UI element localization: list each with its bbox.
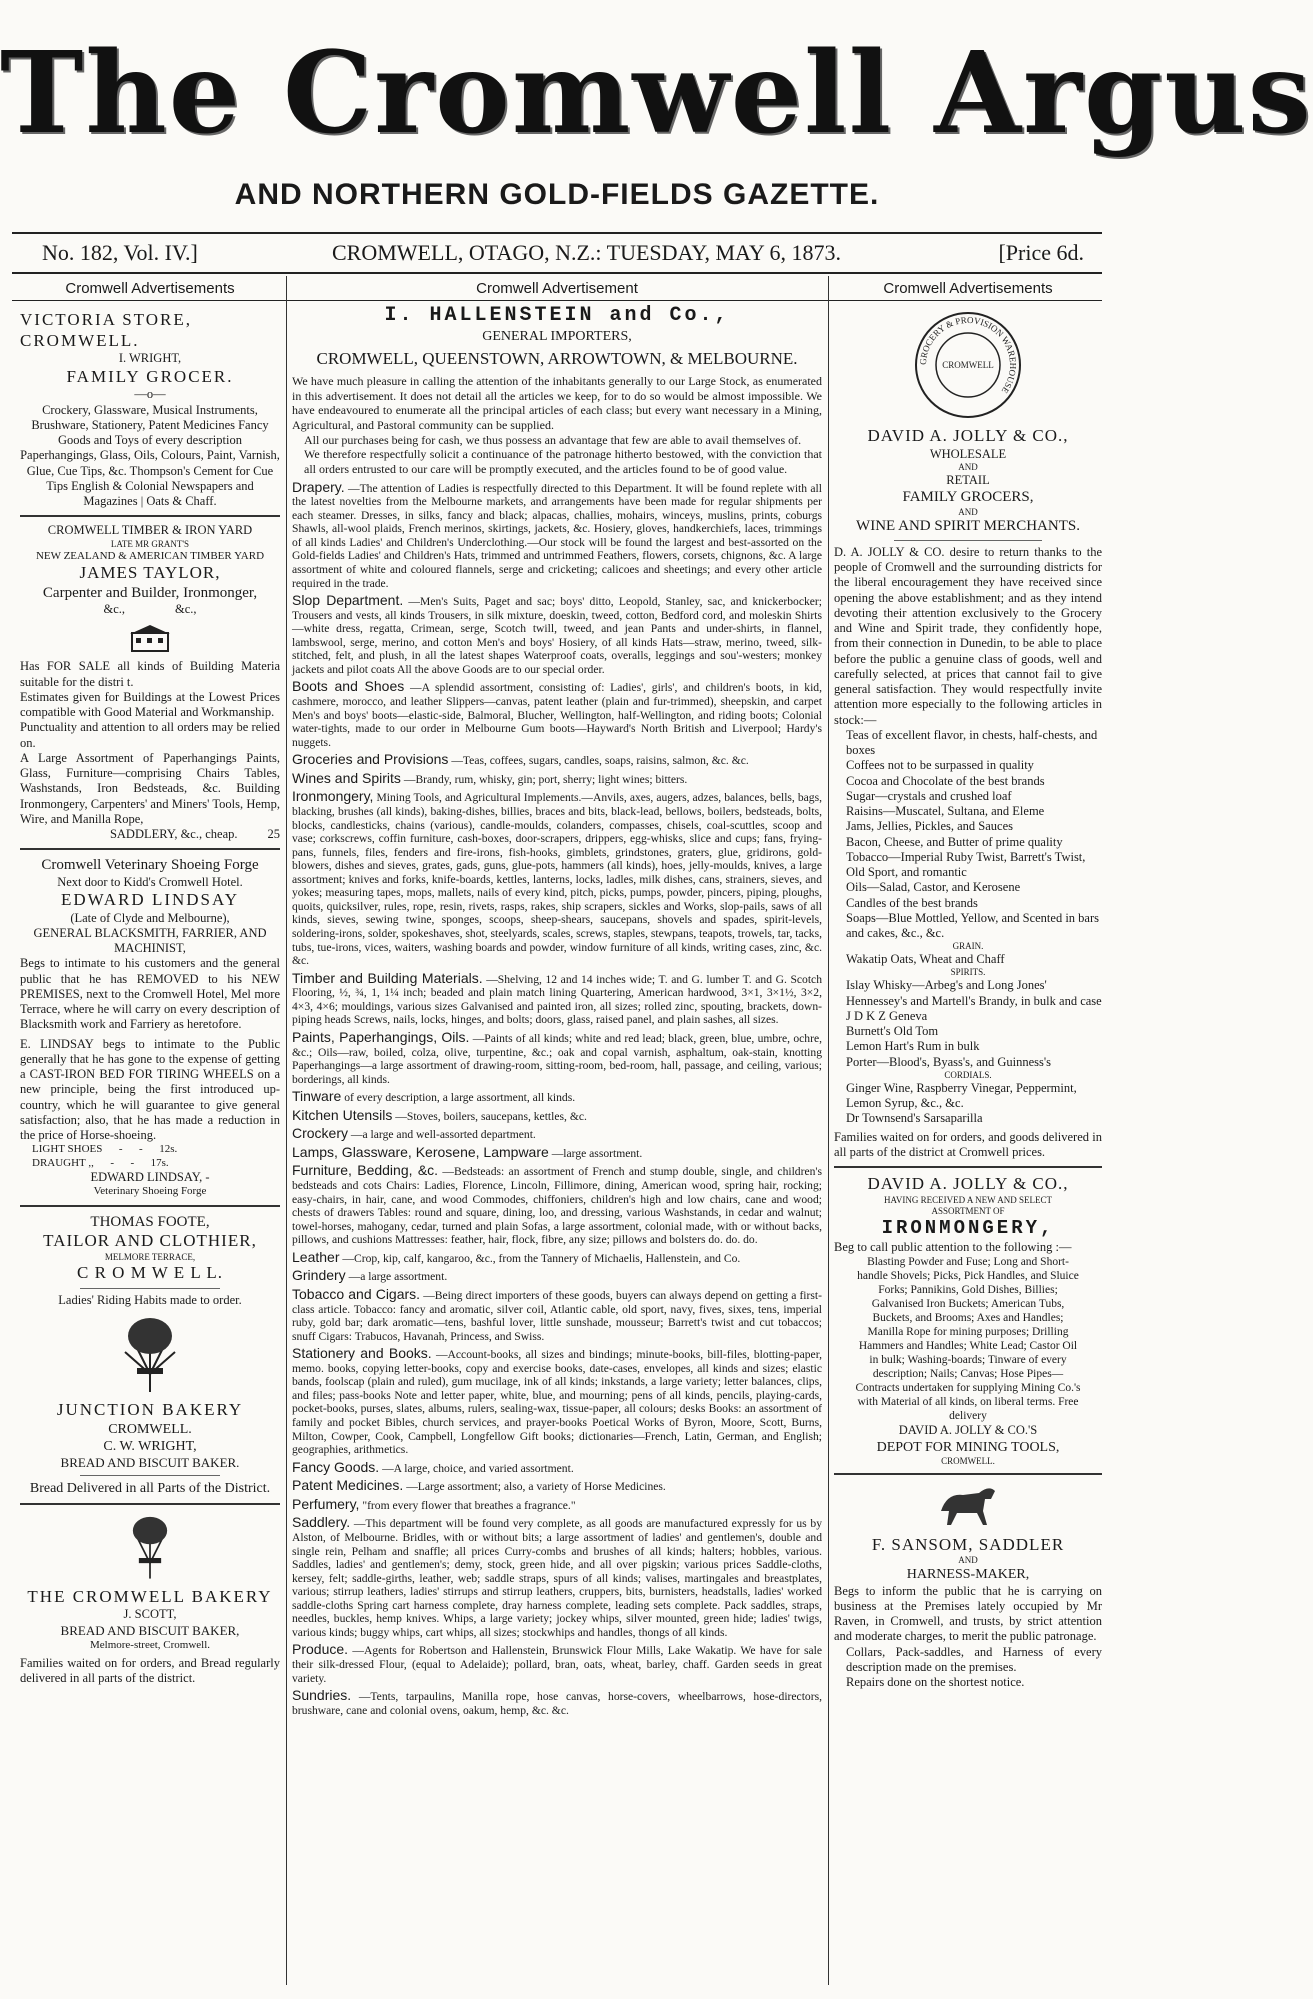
ad-intro: We have much pleasure in calling the attention of the inhabitants generally to our Large Stock, as enumerated in this advertisement. It does not detail all the articles we keep, for to do so would be almost impossible. We have endeavoured to enumerate all the principal articles of each class; but every want necessary in a Mining, Agricultural, and Pastoral community can be supplied. xyxy=(292,374,822,433)
ad-conj: AND xyxy=(958,461,978,472)
section-heading: Fancy Goods. xyxy=(292,1458,380,1475)
ad-places: CROMWELL, QUEENSTOWN, ARROWTOWN, & MELBOURNE. xyxy=(316,349,798,369)
tailor-ad xyxy=(20,1213,280,1308)
ad-conj: AND xyxy=(958,1555,978,1566)
section-text: —A splendid assortment, consisting of: Ladies', girls', and children's boots, in kid, cashmere, morocco, and leather Slippers—canvas, patent leather (plain and fur-trimmed), sheepskin, and carpet Men's and boys' boots—elastic-side, Balmoral, Blucher, Wellington, half-Wellington, and riding boots; Colonial water-tights, made to our order in Melbourne Gum boots—Hayward's North British and Liverpool; Hardy's nuggets. xyxy=(292,681,823,749)
ad-town: CROMWELL. xyxy=(941,1455,995,1466)
goods-section xyxy=(292,1459,822,1476)
section-text: —Tents, tarpaulins, Manilla rope, hose canvas, horse-covers, wheelbarrows, hose-directors, brushware, cane and colonial ovens, oakum, hemp, &c. &c. xyxy=(292,1690,822,1717)
ad-address: MELMORE TERRACE, xyxy=(104,1251,196,1262)
ad-owner: EDWARD LINDSAY xyxy=(60,889,239,909)
timber-yard-ad xyxy=(20,523,280,842)
seal-ring-text: GROCERY & PROVISION WAREHOUSE xyxy=(917,314,1019,396)
goods-section xyxy=(292,592,822,676)
ad-body: Estimates given for Buildings at the Lowest Prices compatible with Good Material and Workmanship. xyxy=(20,689,280,720)
section-text: —The attention of Ladies is respectfully directed to this Department. It will be found replete with all the latest novelties from the Melbourne markets, and arrangements have been made for regular shipments per each steamer. Dresses, in silks, fancy and black; alpacas, challies, mohairs, winceys, muslins, prints, coburgs Shawls, all-wool plaids, French merinos, skirtings, jackets, &c. Hosiery, gloves, handkerchiefs, laces, trimmings of all kinds Ladies' and Children's Underclothing.—Our stock will be found the largest and best-assorted on the Gold-fields Ladies' and Children's Hats, trimmed and untrimmed Feathers, flowers, corsets, chignons, &c. A large assortment of white and coloured flannels, serge and cricketing; calicoes and sheetings; and every other article required in the trade. xyxy=(292,481,822,590)
column-header-center: Cromwell Advertisement xyxy=(476,280,638,297)
goods-list xyxy=(834,978,1102,1070)
ad-body: Begs to intimate to his customers and the general public that he has REMOVED to his NEW PREMISES, next to the Cromwell Hotel, Mel more Terrace, where he will carry on every description of Blacksmith work and Farriery as heretofore. xyxy=(20,956,280,1032)
ad-trade: TAILOR AND CLOTHIER, xyxy=(43,1231,257,1251)
ad-town: C R O M W E L L. xyxy=(76,1262,224,1282)
shoeing-forge-ad xyxy=(20,856,280,1199)
ad-heading: IRONMONGERY, xyxy=(881,1216,1055,1239)
ad-town: CROMWELL. xyxy=(108,1421,192,1437)
ad-owner: DAVID A. JOLLY & CO., xyxy=(867,426,1069,445)
ad-trade: BREAD AND BISCUIT BAKER. xyxy=(60,1454,240,1470)
ad-intro: We therefore respectfully solicit a continuance of the patronage hitherto bestowed, with the conviction that all orders entrusted to our care will be promptly executed, and the articles found to be of good value. xyxy=(304,447,822,476)
section-text: "from every flower that breathes a fragrance." xyxy=(362,1498,576,1512)
goods-section xyxy=(292,1514,822,1639)
list-item: Teas of excellent flavor, in chests, half-chests, and boxes xyxy=(846,727,1098,758)
junction-bakery-ad xyxy=(20,1400,280,1497)
ad-subheading: Next door to Kidd's Cromwell Hotel. xyxy=(57,874,243,889)
section-heading: Stationery and Books. xyxy=(292,1345,432,1362)
section-text: —large assortment. xyxy=(551,1146,643,1160)
goods-section xyxy=(292,1687,822,1717)
ad-owner: DAVID A. JOLLY & CO., xyxy=(867,1174,1069,1194)
newspaper-subtitle: AND NORTHERN GOLD-FIELDS GAZETTE. xyxy=(234,178,880,211)
section-heading: Drapery. xyxy=(292,478,345,495)
ad-signature: Veterinary Shoeing Forge xyxy=(93,1185,207,1198)
list-item: Ginger Wine, Raspberry Vinegar, Peppermint, Lemon Syrup, &c., &c. xyxy=(846,1080,1077,1111)
column-divider xyxy=(286,276,287,1985)
ad-trade: FAMILY GROCER. xyxy=(66,366,234,386)
section-heading: Tobacco and Cigars. xyxy=(292,1285,421,1302)
ad-owner: J. SCOTT, xyxy=(123,1607,177,1622)
ad-heading: I. HALLENSTEIN and Co., xyxy=(384,304,730,327)
list-item: Hennessey's and Martell's Brandy, in bulk and case xyxy=(846,993,1102,1008)
section-heading: Kitchen Utensils xyxy=(292,1106,393,1123)
section-heading: Groceries and Provisions xyxy=(292,751,449,768)
goods-section xyxy=(292,751,822,768)
ad-heading: JUNCTION BAKERY xyxy=(56,1399,244,1419)
ad-subheading: HAVING RECEIVED A NEW AND SELECT xyxy=(884,1194,1052,1205)
ad-trade: FAMILY GROCERS, xyxy=(902,489,1034,506)
price-line: DRAUGHT ,, - - 17s. xyxy=(32,1156,169,1169)
ad-trade: DEPOT FOR MINING TOOLS, xyxy=(876,1439,1060,1455)
column-header-left: Cromwell Advertisements xyxy=(65,280,235,297)
goods-section xyxy=(292,1345,822,1457)
list-item: Cocoa and Chocolate of the best brands xyxy=(846,773,1045,788)
newspaper-title: The Cromwell Argus xyxy=(0,28,1313,159)
ad-subheading: GENERAL IMPORTERS, xyxy=(482,329,632,345)
victoria-store-ad xyxy=(20,310,280,509)
section-text: —Shelving, 12 and 14 inches wide; T. and G. lumber T. and G. Scotch Flooring, ½, ¾, 1, 1¼ inch; beaded and plain match lining Quartering, American hardwood, 3×1, 3×1½, 3×2, 4×3, 4×6; mouldings, various sizes Galvanised and painted iron, all sizes; rolled zinc, spouting, brackets, down-piping heads Screws, nails, locks, hinges, and bolts; doors, glass, raised panel, and plain sashes, all sizes. xyxy=(292,972,823,1027)
goods-section xyxy=(292,1496,822,1513)
goods-section xyxy=(292,1107,822,1124)
section-heading: Produce. xyxy=(292,1641,349,1658)
ad-subheading: ASSORTMENT OF xyxy=(931,1205,1005,1216)
dateline-rule xyxy=(12,272,1102,274)
dateline xyxy=(30,236,1084,270)
ad-heading: CROMWELL TIMBER & IRON YARD xyxy=(47,523,253,538)
section-heading: Slop Department. xyxy=(292,592,404,609)
column-divider xyxy=(828,276,829,1985)
ad-body: Begs to inform the public that he is carrying on business at the Premises lately occupied by Mr Raven, in Cromwell, and trusts, by strict attention and moderate charges, to merit the public patronage. xyxy=(834,1583,1102,1644)
list-item: Sugar—crystals and crushed loaf xyxy=(846,788,1012,803)
ad-body: Beg to call public attention to the following :— xyxy=(834,1240,1072,1255)
issue-number: No. 182, Vol. IV.] xyxy=(42,240,198,265)
list-item: Jams, Jellies, Pickles, and Sauces xyxy=(846,819,1013,834)
list-item: Burnett's Old Tom xyxy=(846,1024,939,1039)
jolly-ironmongery-ad xyxy=(834,1174,1102,1467)
ad-subheading: (Late of Clyde and Melbourne), xyxy=(70,910,230,925)
goods-section xyxy=(292,1286,822,1343)
wheatsheaf-illustration xyxy=(20,1511,280,1581)
section-text: —a large and well-assorted department. xyxy=(350,1128,536,1142)
warehouse-seal xyxy=(834,310,1102,420)
goods-section xyxy=(292,1477,822,1494)
ad-conj: AND xyxy=(958,506,978,517)
section-heading: Timber and Building Materials. xyxy=(292,969,483,986)
section-heading: Lamps, Glassware, Kerosene, Lampware xyxy=(292,1143,549,1160)
list-item: Lemon Hart's Rum in bulk xyxy=(846,1039,980,1054)
section-text: —Teas, coffees, sugars, candles, soaps, raisins, salmon, &c. &c. xyxy=(451,754,749,768)
section-heading: Grindery xyxy=(292,1267,346,1284)
list-item: J D K Z Geneva xyxy=(846,1008,928,1023)
ad-body: Collars, Pack-saddles, and Harness of every description made on the premises. xyxy=(846,1644,1102,1674)
ad-etc: &c., &c., xyxy=(103,602,197,617)
ad-trade: WHOLESALE xyxy=(929,446,1007,461)
ad-trade: HARNESS-MAKER, xyxy=(906,1567,1030,1583)
section-text: —Brandy, rum, whisky, gin; port, sherry; light wines; bitters. xyxy=(403,772,688,786)
horse-illustration xyxy=(834,1481,1102,1529)
goods-section xyxy=(292,1267,822,1284)
place-and-date: CROMWELL, OTAGO, N.Z.: TUESDAY, MAY 6, 1873. xyxy=(332,240,841,265)
goods-section xyxy=(292,1125,822,1142)
price-line: LIGHT SHOES - - 12s. xyxy=(32,1143,178,1156)
ad-body: Blasting Powder and Fuse; Long and Short-handle Shovels; Picks, Pick Handles, and Sluice Forks; Pannikins, Gold Dishes, Billies; Galvanised Iron Buckets; American Tubs, Buckets, and Brooms; Axes and Handles; Manilla Rope for mining purposes; Drilling Hammers and Handles; White Lead; Castor Oil in bulk; Washing-boards; Tinware of every description; Nails; Canvas; Hose Pipes—Contracts undertaken for supplying Mining Co.'s with Material of all kinds, on liberal terms. Free delivery xyxy=(855,1256,1081,1423)
list-item: Coffees not to be surpassed in quality xyxy=(846,758,1034,773)
goods-section xyxy=(292,770,822,787)
ad-trade: RETAIL xyxy=(946,472,990,487)
ad-trade: WINE AND SPIRIT MERCHANTS. xyxy=(856,518,1080,535)
list-item: Islay Whisky—Arbeg's and Long Jones' xyxy=(846,978,1047,993)
section-text: —Bedsteads: an assortment of French and stump double, single, and children's bedsteads and cots Chairs: Ladies, Florence, Lincoln, Fillimore, dining, American wood, spring hair, rocking; easy-chairs, in hair, cane, and wood Commodes, chiffoniers, children's high and low chairs, cane and wood; chests of drawers Tables: round and square, dining, loo, and dressing, various Washstands, in cedar and walnut; towel-horses, mahogany, cedar, turned and plain Sofas, a large assortment, colonial made, with or without backs, pillows, and cushions Mattresses: feather, hair, flock, fibre, any size; pillows and bolsters do. do. do. xyxy=(292,1165,823,1247)
jolly-grocers-ad xyxy=(834,426,1102,1160)
ad-address: Melmore-street, Cromwell. xyxy=(89,1638,211,1651)
section-heading: Crockery xyxy=(292,1125,349,1142)
section-heading: Tinware xyxy=(292,1088,342,1105)
list-heading: CORDIALS. xyxy=(944,1069,992,1080)
left-column xyxy=(20,304,280,1984)
center-column xyxy=(292,304,822,1984)
ad-body: Ladies' Riding Habits made to order. xyxy=(58,1292,242,1307)
ad-heading: VICTORIA STORE, CROMWELL. xyxy=(20,310,193,350)
ad-ornament: —o— xyxy=(134,387,166,402)
ad-body: Has FOR SALE all kinds of Building Materia suitable for the distri t. xyxy=(20,659,280,689)
goods-section xyxy=(292,678,822,749)
section-heading: Sundries. xyxy=(292,1687,352,1704)
list-heading: SPIRITS. xyxy=(950,967,986,978)
ad-body: Families waited on for orders, and Bread regularly delivered in all parts of the district. xyxy=(20,1655,280,1686)
ad-heading: Cromwell Veterinary Shoeing Forge xyxy=(41,857,259,874)
goods-section xyxy=(292,1088,822,1105)
ad-body: Families waited on for orders, and goods delivered in all parts of the district at Cromwell prices. xyxy=(834,1129,1102,1159)
ad-body: Punctuality and attention to all orders may be relied on. xyxy=(20,720,280,750)
section-text: of every description, a large assortment, all kinds. xyxy=(344,1091,576,1105)
section-heading: Ironmongery, xyxy=(292,788,374,805)
goods-section xyxy=(292,1144,822,1161)
section-text: —Crop, kip, calf, kangaroo, &c., from the Tannery of Michaelis, Hallenstein, and Co. xyxy=(342,1251,741,1265)
goods-list xyxy=(834,728,1102,942)
header-rule xyxy=(12,300,1102,301)
goods-section xyxy=(292,1162,822,1246)
list-item: Soaps—Blue Mottled, Yellow, and Scented in bars and cakes, &c., &c. xyxy=(846,910,1099,941)
goods-section xyxy=(292,1029,822,1086)
section-text: —Paints of all kinds; white and red lead; black, green, blue, umbre, ochre, &c.; Oils—raw, boiled, colza, olive, turpentine, &c.; oak and copal varnish, asphaltum, oak-stain, knotting Paperhangings—a large assortment of drawing-room, sitting-room, bed-room, hall, passage, and ceiling, various; borderings, all kinds. xyxy=(292,1031,822,1086)
list-item: Oils—Salad, Castor, and Kerosene xyxy=(846,880,1021,895)
section-heading: Perfumery, xyxy=(292,1495,360,1512)
section-heading: Paints, Paperhangings, Oils. xyxy=(292,1028,470,1045)
list-item: Candles of the best brands xyxy=(846,895,978,910)
list-item: Raisins—Muscatel, Sultana, and Eleme xyxy=(846,804,1045,819)
saddler-ad xyxy=(834,1535,1102,1691)
column-header-right: Cromwell Advertisements xyxy=(883,280,1053,297)
ad-body: Bread Delivered in all Parts of the District. xyxy=(29,1480,271,1496)
section-text: —a large assortment. xyxy=(348,1270,448,1284)
ad-body: D. A. JOLLY & CO. desire to return thanks to the people of Cromwell and the surrounding districts for the liberal encouragement they have received since opening the above establishment; and as they intend devoting their attention exclusively to the Grocery and Wine and Spirit trade, they confidently hope, from their connection in Dunedin, to be able to place before the public a genuine class of goods, well and carefully selected, at prices that cannot fail to give general satisfaction. They would respectfully invite attention more especially to the following articles in stock:— xyxy=(834,544,1102,727)
ad-body: A Large Assortment of Paperhangings Paints, Glass, Furniture—comprising Chairs Tables, Washstands, Iron Bedsteads, &c. Building Ironmongery, Carpenters' and Miners' Tools, Hemp, Wire, and Manilla Rope, xyxy=(20,750,280,826)
cromwell-bakery-ad xyxy=(20,1587,280,1687)
goods-section xyxy=(292,1641,822,1685)
section-heading: Saddlery. xyxy=(292,1514,351,1531)
list-item: Wakatip Oats, Wheat and Chaff xyxy=(846,952,1005,967)
ad-trade: Carpenter and Builder, Ironmonger, xyxy=(42,584,258,601)
goods-sections xyxy=(292,479,822,1718)
section-text: Mining Tools, and Agricultural Implements.—Anvils, axes, augers, adzes, balances, bells, bags, blacking, brushes (all kinds), baking-dishes, billies, braces and bits, black-lead, bellows, boilers, bedsteads, bolts, blocks, candlesticks, chains (various), candle-moulds, colanders, compasses, chisels, coal-scuttles, scoop and vase; corkscrews, coffin furniture, cash-boxes, door-scrapers, drippers, egg-whisks, slice and cups; fans, frying-pans, funnels, files, fenders and fire-irons, fish-hooks, gimblets, grindstones, graters, glue, gridirons, gold-blowers, dishes and sieves, grates, gads, guns, glue-pots, hammers (all kinds), hoes, jelly-moulds, knives, a large assortment; knives and forks, knife-boards, kettles, lanterns, locks, ladles, milk dishes, cans, strainers, sieves, and yokes; measuring tapes, mops, mallets, nails of every kind, pitch, picks, pumps, powder, pincers, piping, ploughs, quoits, quicksilver, rules, rope, resin, rivets, rasps, rakes, ship scrapers, sickles and Works, slop-pails, saws of all kinds, sieves, sewing twine, sponges, scoops, sheep-shears, saucepans, shovels and spades, spirit-levels, soldering-irons, solder, spokeshaves, shot, steelyards, scales, screws, staples, stewpans, teapots, trowels, tar, tacks, tubs, tue-irons, vices, waiters, washing boards and powder, window furniture of all kinds, writing cases, zinc, &c. &c. xyxy=(292,791,823,968)
ad-trade: GENERAL BLACKSMITH, FARRIER, AND MACHINIST, xyxy=(33,925,267,956)
ad-signature: SADDLERY, &c., cheap. xyxy=(109,827,238,842)
ad-body: E. LINDSAY begs to intimate to the Public generally that he has gone to the expense of getting a CAST-IRON BED FOR TIRING WHEELS on a new principle, being the first introduced up-country, which he will guarantee to give general satisfaction; also, that he has made a reduction in the price of Horse-shoeing. xyxy=(20,1036,280,1143)
section-text: —Men's Suits, Paget and sac; boys' ditto, Leopold, Stanley, sac, and knickerbocker; Trousers and vests, all kinds Trousers, in silk mixture, doeskin, tweed, cotton, Bedford cord, and moleskin Shirts—white dress, regatta, Crimean, serge, Scotch twill, tweed, and jean Pants and under-shirts, in flannel, lambswool, serge, merino, and cotton Men's and boys' Hosiery, of all kinds Hats—straw, merino, tweed, silk-stitched, felt, and plush, in all the latest shapes Waterproof coats, overalls, leggings and sou'-westers; monkey jackets and pilot coats All the above Goods are to our special order. xyxy=(292,595,822,676)
list-item: Porter—Blood's, Byass's, and Guinness's xyxy=(846,1054,1052,1069)
section-heading: Boots and Shoes xyxy=(292,678,405,695)
list-item: Bacon, Cheese, and Butter of prime quality xyxy=(846,834,1063,849)
ad-intro: All our purchases being for cash, we thus possess an advantage that few are able to avail themselves of. xyxy=(304,432,802,447)
section-text: —Account-books, all sizes and bindings; minute-books, bill-files, blotting-paper, memo. books, copying letter-books, copy and exercise books, date-cases, envelopes, all kinds and sizes; elastic bands, foolscap (plain and ruled), gum mucilage, ink of all kinds; inkstands, a large variety; letter balances, clips, and files; pass-books Note and letter paper, white, blue, and mourning; pens of all kinds, pencils, playing-cards, pocket-books, purses, slates, albums, rulers, sealing-wax, tissue-paper, all colours; desks Books: an assortment of family and pocket Bibles, church services, and prayer-books Poetical Works of Byron, Moore, Scott, Burns, Milton, Cowper, Cook, Campbell, Longfellow Gift books; dictionaries—French, Latin, German, and English; geographies, arithmetics. xyxy=(292,1348,822,1457)
ad-body: Crockery, Glassware, Musical Instruments, Brushware, Stationery, Patent Medicines Fancy Goods and Toys of every description Paperhangings, Glass, Oils, Colours, Paint, Varnish, Glue, Cue Tips, &c. Thompson's Cement for Cue Tips English & Colonial Newspapers and Magazines | Oats & Chaff. xyxy=(20,402,280,509)
ad-trade: BREAD AND BISCUIT BAKER, xyxy=(60,1622,240,1638)
ad-number: 25 xyxy=(267,827,280,842)
seal-center-text: CROMWELL xyxy=(942,360,994,370)
ad-subheading: LATE MR GRANT'S xyxy=(110,538,190,549)
ad-body: Repairs done on the shortest notice. xyxy=(846,1675,1025,1690)
section-text: —Stoves, boilers, saucepans, kettles, &c. xyxy=(395,1109,587,1123)
section-heading: Wines and Spirits xyxy=(292,769,401,786)
section-heading: Furniture, Bedding, &c. xyxy=(292,1162,439,1179)
ad-signature: EDWARD LINDSAY, - xyxy=(90,1170,210,1185)
ad-heading: THE CROMWELL BAKERY xyxy=(27,1586,273,1606)
right-column xyxy=(834,304,1102,1984)
goods-section xyxy=(292,970,822,1027)
section-text: —This department will be found very complete, as all goods are manufactured expressly for us by Alston, of Melbourne. Bridles, with or without bits; a large assortment of ladies' and gentlemen's, double and single rein, Pelham and snaffle; all prices Curry-combs and brushes of all kinds; halters; hobbles, various. Saddles, ladies' and gentlemen's; demy, stock, green hide, and all over pigskin; various prices Saddle-cloths, kersey, felt; saddle-girths, leather, web; saddle straps, spurs of all kinds; valises, martingales and breastplates, various; stirrup leathers, ladies' stirrups and stirrup leathers, cruppers, bits, burnisters, headstalls, ladies' worked saddle-cloths Spring cart harness complete, dray harness complete, leading sets complete. Pack saddles, straps, needles, buckles, hemp knives. Whips, a large variety; jockey whips, silver mounted, green hide; ladies' twigs, various kinds; buggy whips, cart whips, all sizes; stockwhips and handles, thongs of all kinds. xyxy=(292,1517,822,1639)
ad-owner: JAMES TAYLOR, xyxy=(79,563,221,583)
goods-list xyxy=(834,952,1102,967)
section-text: —Being direct importers of these goods, buyers can always depend on getting a first-class article. Tobacco: fancy and aromatic, silver coil, Atlantic cable, old sport, navy, fives, sixes, tens, imperial ruby, gold bar; dark aromatic—tens, bashful lover, little sunshade, mousseur; Barrett's twist and cut tobaccos; snuff Cigars: Trabucos, Havanah, Princess, and Swiss. xyxy=(292,1288,822,1343)
list-item: Tobacco—Imperial Ruby Twist, Barrett's Twist, Old Sport, and romantic xyxy=(846,849,1086,880)
list-item: Dr Townsend's Sarsaparilla xyxy=(846,1111,983,1126)
section-heading: Leather xyxy=(292,1248,340,1265)
section-heading: Patent Medicines. xyxy=(292,1477,404,1494)
goods-section xyxy=(292,788,822,967)
goods-section xyxy=(292,1249,822,1266)
ad-subheading: NEW ZEALAND & AMERICAN TIMBER YARD xyxy=(35,549,265,562)
price: [Price 6d. xyxy=(998,240,1084,265)
list-heading: GRAIN. xyxy=(952,941,984,952)
goods-section xyxy=(292,479,822,591)
section-text: —A large, choice, and varied assortment. xyxy=(382,1461,574,1475)
masthead xyxy=(0,0,1313,240)
section-text: —Large assortment; also, a variety of Horse Medicines. xyxy=(406,1480,666,1494)
building-illustration xyxy=(20,623,280,653)
ad-signature: DAVID A. JOLLY & CO.'S xyxy=(898,1423,1038,1438)
goods-list xyxy=(834,1081,1102,1127)
section-text: —Agents for Robertson and Hallenstein, Brunswick Flour Mills, Lake Wakatip. We have for sale their silk-dressed Flour, (equal to Adelaide); pollard, bran, oats, wheat, barley, chaff. Garden seeds in great variety. xyxy=(292,1644,822,1685)
ad-owner: THOMAS FOOTE, xyxy=(90,1213,210,1230)
ad-owner: I. WRIGHT, xyxy=(118,351,182,366)
ad-owner: F. SANSOM, SADDLER xyxy=(871,1534,1065,1554)
top-rule xyxy=(12,232,1102,234)
wheatsheaf-illustration xyxy=(20,1314,280,1394)
ad-owner: C. W. WRIGHT, xyxy=(103,1438,197,1454)
